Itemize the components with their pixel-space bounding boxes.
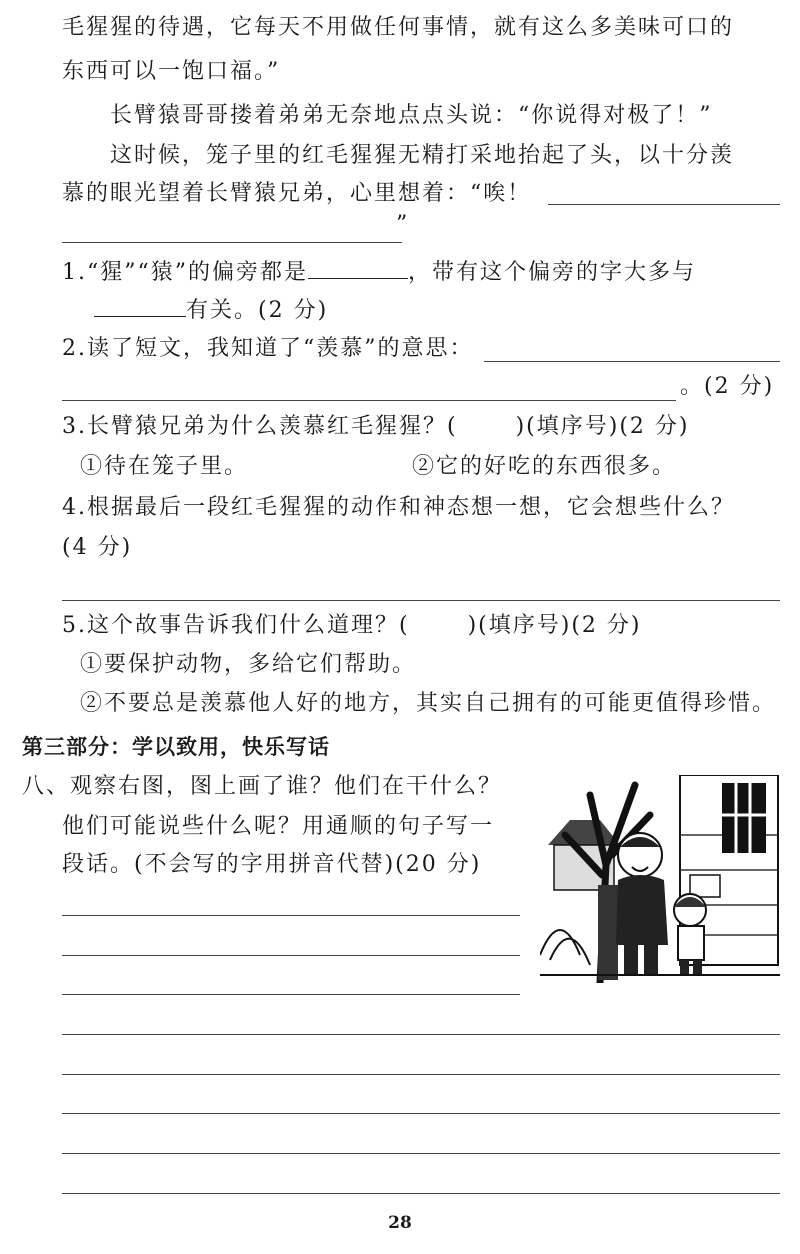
question-text: 5.这个故事告诉我们什么道理？( <box>62 613 410 638</box>
writing-line[interactable] <box>62 1153 780 1154</box>
passage-line: 长臂猿哥哥搂着弟弟无奈地点点头说：“你说得对极了！” <box>110 103 713 128</box>
question-text: ，带有这个偏旁的字大多与 <box>407 260 696 285</box>
question-text: 1.“猩”“猿”的偏旁都是 <box>62 260 308 285</box>
answer-blank-line[interactable] <box>484 361 780 362</box>
question-text: 3.长臂猿兄弟为什么羡慕红毛猩猩？( <box>62 414 458 439</box>
answer-blank-line[interactable] <box>548 204 780 205</box>
option-2: ②它的好吃的东西很多。 <box>412 454 677 479</box>
question-1-cont <box>94 294 328 326</box>
writing-line[interactable] <box>62 1113 780 1114</box>
writing-line[interactable] <box>62 994 520 995</box>
writing-line[interactable] <box>62 955 520 956</box>
fill-blank[interactable] <box>308 256 408 279</box>
question-2: 2.读了短文，我知道了“羡慕”的意思： <box>62 336 474 361</box>
writing-line[interactable] <box>62 915 520 916</box>
answer-blank-line[interactable] <box>62 600 780 601</box>
option-1: ①待在笼子里。 <box>80 454 249 479</box>
writing-line[interactable] <box>62 1193 780 1194</box>
option-2: ②不要总是羡慕他人好的地方，其实自己拥有的可能更值得珍惜。 <box>80 691 777 716</box>
passage-line: 毛猩猩的待遇，它每天不用做任何事情，就有这么多美味可口的 <box>62 15 735 40</box>
passage-line: 东西可以一饱口福。” <box>62 59 281 84</box>
writing-prompt: 八、观察右图，图上画了谁？他们在干什么？ <box>22 774 503 799</box>
question-5 <box>62 611 641 641</box>
question-text: )(填序号)(2 分) <box>515 414 690 439</box>
question-4: 4.根据最后一段红毛猩猩的动作和神态想一想，它会想些什么？ <box>62 495 735 520</box>
question-text: 有关。(2 分) <box>186 298 329 323</box>
passage-line: 这时候，笼子里的红毛猩猩无精打采地抬起了头，以十分羡 <box>110 143 735 168</box>
writing-prompt: 他们可能说些什么呢？用通顺的句子写一 <box>62 814 495 839</box>
question-2-score: 。(2 分) <box>680 374 775 399</box>
writing-prompt: 段话。(不会写的字用拼音代替)(20 分) <box>62 852 482 877</box>
fill-blank[interactable] <box>94 294 186 317</box>
question-3 <box>62 412 689 442</box>
answer-blank-line[interactable] <box>62 400 676 401</box>
writing-line[interactable] <box>62 1074 780 1075</box>
section-title: 第三部分：学以致用，快乐写话 <box>22 735 330 759</box>
option-1: ①要保护动物，多给它们帮助。 <box>80 652 417 677</box>
question-text: )(填序号)(2 分) <box>467 613 642 638</box>
question-1 <box>62 256 696 288</box>
question-4-score: (4 分) <box>62 535 133 560</box>
illustration-grandfather-child <box>540 775 782 983</box>
passage-line: 慕的眼光望着长臂猿兄弟，心里想着：“唉！ <box>62 181 532 206</box>
passage-line: ” <box>396 212 410 237</box>
page-number: 28 <box>388 1213 412 1233</box>
answer-blank-line[interactable] <box>62 242 402 243</box>
writing-line[interactable] <box>62 1034 780 1035</box>
